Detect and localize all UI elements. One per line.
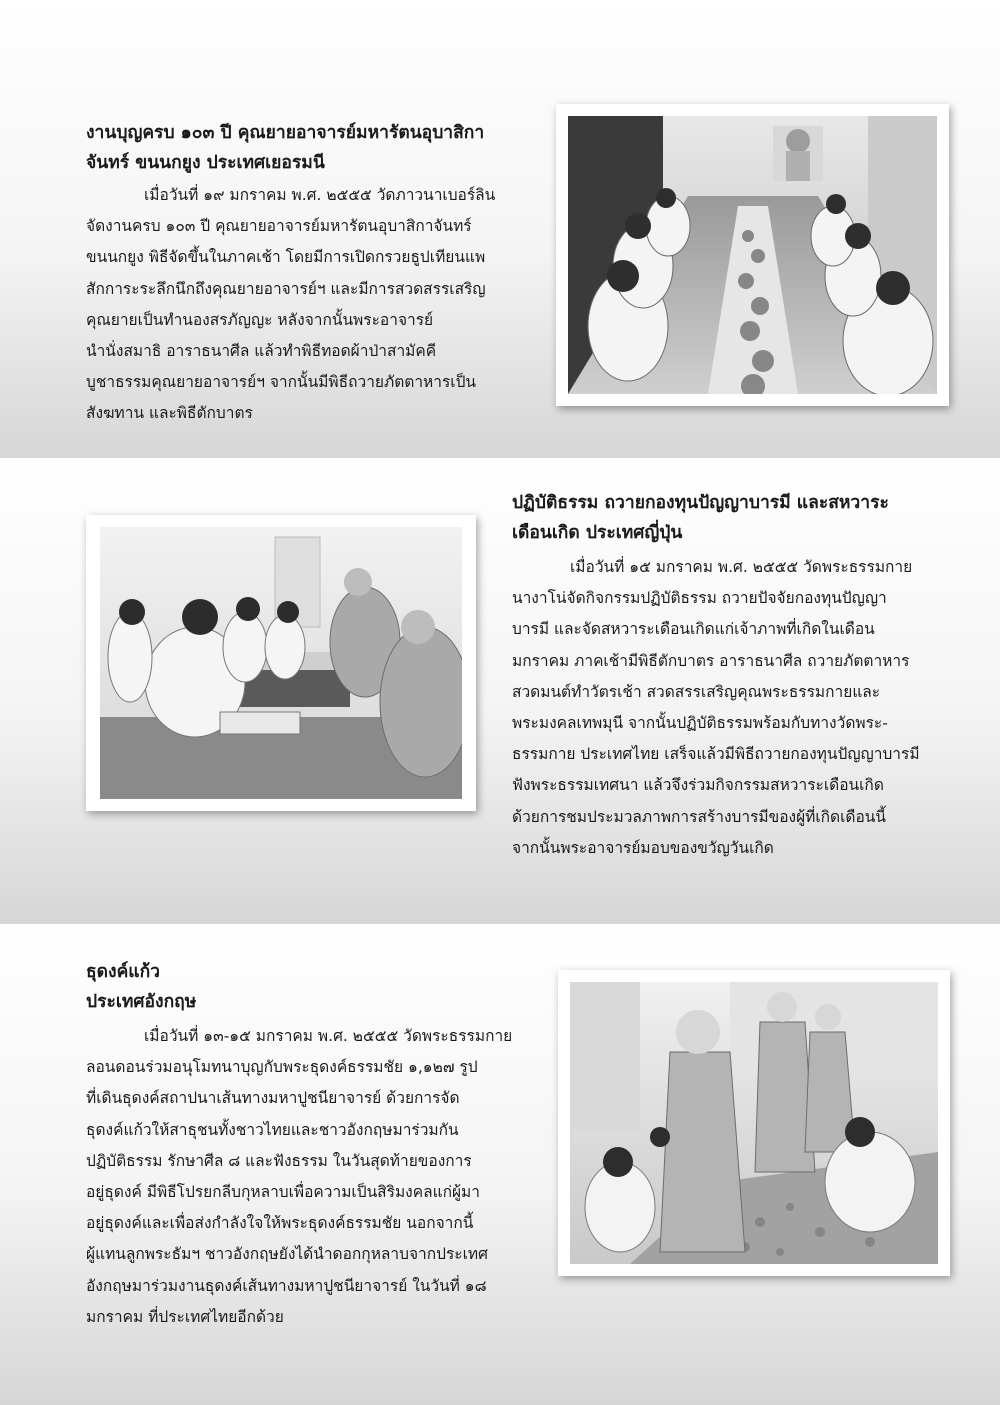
body-line: เมื่อวันที่ ๑๓-๑๕ มกราคม พ.ศ. ๒๕๕๕ วัดพระธรรมกาย xyxy=(144,1027,513,1045)
title-line: งานบุญครบ ๑๐๓ ปี คุณยายอาจารย์มหารัตนอุบาสิกา xyxy=(86,123,485,143)
body-line: เมื่อวันที่ ๑๙ มกราคม พ.ศ. ๒๕๕๕ วัดภาวนาเบอร์ลิน xyxy=(144,186,496,204)
title-line: จันทร์ ขนนกยูง ประเทศเยอรมนี xyxy=(86,153,325,173)
photo-image xyxy=(100,527,462,799)
body-line: คุณยายเป็นทำนองสรภัญญะ หลังจากนั้นพระอาจารย์ xyxy=(86,310,434,329)
body-line: อังกฤษมาร่วมงานธุดงค์เส้นทางมหาปูชนียาจารย์ ในวันที่ ๑๘ xyxy=(86,1276,487,1295)
body-line: ธุดงค์แก้วให้สาธุชนทั้งชาวไทยและชาวอังกฤษมาร่วมกัน xyxy=(86,1120,459,1139)
article-england xyxy=(86,957,556,1333)
article-germany xyxy=(86,118,556,430)
body-line: สักการะระลึกนึกถึงคุณยายอาจารย์ฯ และมีการสวดสรรเสริญ xyxy=(86,279,486,298)
body-line: บารมี และจัดสหวาระเดือนเกิดแก่เจ้าภาพที่เกิดในเดือน xyxy=(512,620,875,639)
title-line: ปฏิบัติธรรม ถวายกองทุนปัญญาบารมี และสหวาระ xyxy=(512,493,889,513)
body-line: มกราคม ที่ประเทศไทยอีกด้วย xyxy=(86,1307,284,1326)
body-line: ธรรมกาย ประเทศไทย เสร็จแล้วมีพิธีถวายกองทุนปัญญาบารมี xyxy=(512,745,920,764)
body-line: สังฆทาน และพิธีตักบาตร xyxy=(86,404,253,423)
title-line: เดือนเกิด ประเทศญี่ปุ่น xyxy=(512,523,683,543)
title-line: ประเทศอังกฤษ xyxy=(86,992,197,1012)
body-line: นำนั่งสมาธิ อาราธนาศีล แล้วทำพิธีทอดผ้าป่าสามัคคี xyxy=(86,342,437,361)
photo-image xyxy=(568,116,937,394)
body-line: ที่เดินธุดงค์สถาปนาเส้นทางมหาปูชนียาจารย์ ด้วยการจัด xyxy=(86,1089,460,1108)
body-line: มกราคม ภาคเช้ามีพิธีตักบาตร อาราธนาศีล ถวายภัตตาหาร xyxy=(512,651,910,670)
article-title xyxy=(86,957,556,1017)
body-line: บูชาธรรมคุณยายอาจารย์ฯ จากนั้นมีพิธีถวายภัตตาหารเป็น xyxy=(86,373,477,392)
article-title xyxy=(86,118,556,178)
body-line: พระมงคลเทพมุนี จากนั้นปฏิบัติธรรมพร้อมกับทางวัดพระ- xyxy=(512,714,888,733)
body-line: ด้วยการชมประมวลภาพการสร้างบารมีของผู้ที่เกิดเดือนนี้ xyxy=(512,807,886,826)
body-line: อยู่ธุดงค์และเพื่อส่งกำลังใจให้พระธุดงค์ธรรมชัย นอกจากนี้ xyxy=(86,1214,474,1233)
body-line: อยู่ธุดงค์ มีพิธีโปรยกลีบกุหลาบเพื่อความเป็นสิริมงคลแก่ผู้มา xyxy=(86,1183,480,1202)
article-body xyxy=(86,180,556,430)
article-japan xyxy=(512,488,952,864)
photo-offering-monks xyxy=(86,515,476,811)
photo-ceremony-hall xyxy=(556,104,949,406)
article-body xyxy=(512,552,952,864)
photo-image xyxy=(570,982,938,1264)
article-body xyxy=(86,1021,556,1333)
body-line: เมื่อวันที่ ๑๕ มกราคม พ.ศ. ๒๕๕๕ วัดพระธรรมกาย xyxy=(570,558,913,576)
body-line: จัดงานครบ ๑๐๓ ปี คุณยายอาจารย์มหารัตนอุบาสิกาจันทร์ xyxy=(86,217,472,236)
body-line: ขนนกยูง พิธีจัดขึ้นในภาคเช้า โดยมีการเปิดกรวยธูปเทียนแพ xyxy=(86,248,486,267)
article-title xyxy=(512,488,952,548)
body-line: จากนั้นพระอาจารย์มอบของขวัญวันเกิด xyxy=(512,838,774,857)
body-line: สวดมนต์ทำวัตรเช้า สวดสรรเสริญคุณพระธรรมกายและ xyxy=(512,682,881,701)
body-line: ปฏิบัติธรรม รักษาศีล ๘ และฟังธรรม ในวันสุดท้ายของการ xyxy=(86,1151,472,1170)
title-line: ธุดงค์แก้ว xyxy=(86,962,160,982)
photo-monks-walking xyxy=(558,970,950,1276)
body-line: ผู้แทนลูกพระธัมฯ ชาวอังกฤษยังได้นำดอกกุหลาบจากประเทศ xyxy=(86,1245,488,1264)
body-line: ฟังพระธรรมเทศนา แล้วจึงร่วมกิจกรรมสหวาระเดือนเกิด xyxy=(512,776,884,795)
body-line: นางาโน่จัดกิจกรรมปฏิบัติธรรม ถวายปัจจัยกองทุนปัญญา xyxy=(512,589,887,608)
body-line: ลอนดอนร่วมอนุโมทนาบุญกับพระธุดงค์ธรรมชัย ๑,๑๒๗ รูป xyxy=(86,1058,478,1077)
